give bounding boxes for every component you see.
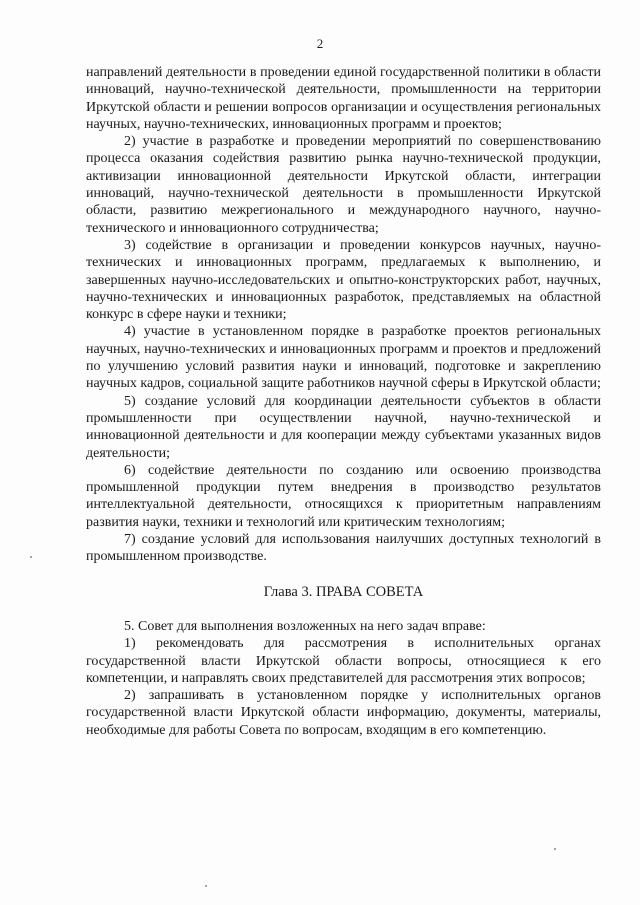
rights-item-1: 1) рекомендовать для рассмотрения в исполнительных органах государственной власти Иркутской области вопросы, относящиеся к его компетенции, и направлять своих представителей для рассмотрения этих вопросов;	[86, 636, 601, 686]
page-number: 2	[316, 36, 324, 51]
chapter-heading: Глава 3. ПРАВА СОВЕТА	[263, 583, 424, 600]
scan-speck	[554, 848, 556, 850]
list-item-5: 5) создание условий для координации деятельности субъектов в области промышленности при осуществлении научной, научно-технической и инновационной деятельности и для кооперации между субъектами указанных видов деятельности;	[86, 393, 601, 461]
list-item-3: 3) содействие в организации и проведении конкурсов научных, научно-технических и инновационных программ, предлагаемых к выполнению, и завершенных научно-исследовательских и опытно-конструкторских работ, научных, научно-технических и инновационных разработок, представляемых на областной конкурс в сфере науки и техники;	[86, 237, 601, 323]
paragraph-continuation: направлений деятельности в проведении единой государственной политики в области инноваций, научно-технической деятельности, промышленности на территории Иркутской области и решении вопросов организации и осуществления региональных научных, научно-технических, инновационных программ и проектов;	[86, 65, 601, 132]
list-item-2: 2) участие в разработке и проведении мероприятий по совершенствованию процесса оказания содействия развитию рынка научно-технической продукции, активизации инновационной деятельности Иркутской области, интеграции инноваций, научно-технической деятельности в промышленности Иркутской области, развитию межрегионального и международного научного, научно-технического и инновационного сотрудничества;	[86, 134, 601, 236]
list-item-7: 7) создание условий для использования наилучших доступных технологий в промышленном производстве.	[86, 532, 601, 565]
rights-item-2: 2) запрашивать в установленном порядке у исполнительных органов государственной власти Иркутской области информацию, документы, материалы, необходимые для работы Совета по вопросам, входящим в его компетенцию.	[86, 688, 601, 738]
section-5-intro: 5. Совет для выполнения возложенных на него задач вправе:	[124, 618, 486, 634]
document-body	[86, 64, 601, 739]
scan-speck	[30, 556, 32, 558]
scan-speck	[205, 885, 207, 887]
list-item-4: 4) участие в установленном порядке в разработке проектов региональных научных, научно-технических и инновационных программ и проектов и предложений по улучшению условий развития науки и инноваций, подготовке и закреплению научных кадров, социальной защите работников научной сферы в Иркутской области;	[86, 324, 601, 392]
list-item-6: 6) содействие деятельности по созданию или освоению производства промышленной продукции путем внедрения в производство результатов интеллектуальной деятельности, относящихся к приоритетным направлениям развития науки, техники и технологий или критическим технологиям;	[86, 462, 601, 530]
